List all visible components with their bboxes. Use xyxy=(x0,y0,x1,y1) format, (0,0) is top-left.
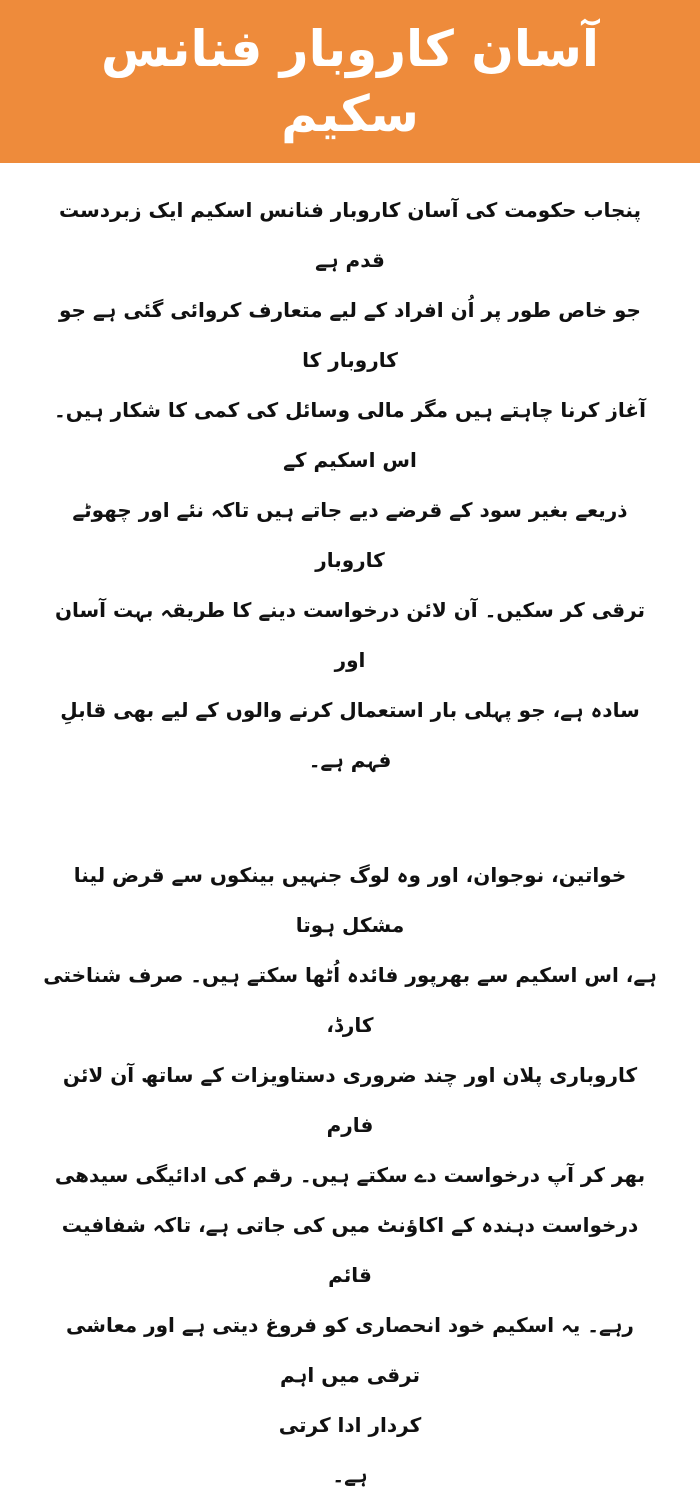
text-line: آغاز کرنا چاہتے ہیں مگر مالی وسائل کی کمی کا شکار ہیں۔ اس اسکیم کے xyxy=(54,398,646,472)
text-line: ہے، اس اسکیم سے بھرپور فائدہ اُٹھا سکتے ہیں۔ صرف شناختی کارڈ، xyxy=(43,963,657,1037)
text-line: درخواست دہندہ کے اکاؤنٹ میں کی جاتی ہے، تاکہ شفافیت قائم xyxy=(61,1213,639,1287)
paragraph-intro xyxy=(0,185,700,785)
text-line: جو خاص طور پر اُن افراد کے لیے متعارف کروائی گئی ہے جو کاروبار کا xyxy=(59,298,641,372)
text-line: پنجاب حکومت کی آسان کاروبار فنانس اسکیم ایک زبردست قدم ہے xyxy=(58,198,642,272)
paragraph-eligibility xyxy=(0,850,700,1500)
text-line: سادہ ہے، جو پہلی بار استعمال کرنے والوں کے لیے بھی قابلِ فہم ہے۔ xyxy=(60,698,640,772)
text-line: کاروباری پلان اور چند ضروری دستاویزات کے ساتھ آن لائن فارم xyxy=(62,1063,638,1137)
text-line: کردار ادا کرتی xyxy=(278,1413,422,1437)
text-line: بھر کر آپ درخواست دے سکتے ہیں۔ رقم کی ادائیگی سیدھی xyxy=(54,1163,646,1187)
text-line: رہے۔ یہ اسکیم خود انحصاری کو فروغ دیتی ہے اور معاشی ترقی میں اہم xyxy=(66,1313,634,1387)
text-line: ترقی کر سکیں۔ آن لائن درخواست دینے کا طریقہ بہت آسان اور xyxy=(54,598,646,672)
text-line: خواتین، نوجوان، اور وہ لوگ جنہیں بینکوں سے قرض لینا مشکل ہوتا xyxy=(73,863,627,937)
text-line: ذریعے بغیر سود کے قرضے دیے جاتے ہیں تاکہ نئے اور چھوٹے کاروبار xyxy=(72,498,628,572)
title-banner xyxy=(0,0,700,163)
page-title: آسان کاروبار فنانس سکیم xyxy=(101,19,599,143)
text-line: ہے۔ xyxy=(332,1463,368,1487)
